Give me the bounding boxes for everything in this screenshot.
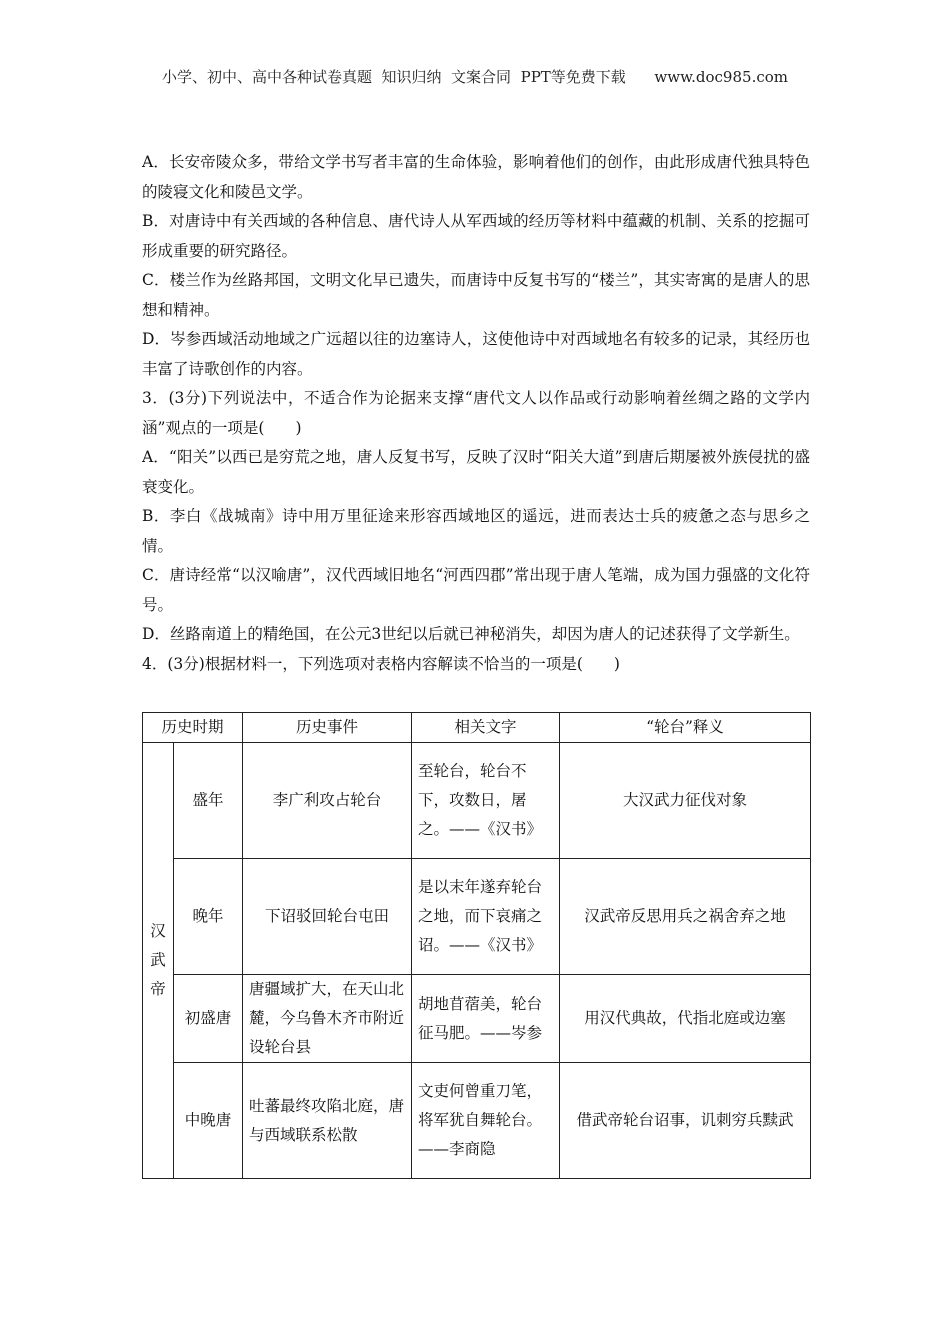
header-event: 历史事件 [243,713,412,743]
q2-option-a: A．长安帝陵众多，带给文学书写者丰富的生命体验，影响着他们的创作，由此形成唐代独具特色的陵寝文化和陵邑文学。 [142,153,810,201]
history-table [142,712,811,1179]
q2-option-c: C．楼兰作为丝路邦国，文明文化早已遗失，而唐诗中反复书写的“楼兰”，其实寄寓的是唐人的思想和精神。 [142,271,810,319]
page-header: 小学、初中、高中各种试卷真题 知识归纳 文案合同 PPT等免费下载 www.doc985.com [161,68,788,86]
table-header-row [143,713,811,743]
period-cell: 初盛唐 [174,975,243,1063]
table-row [143,975,811,1063]
text-cell: 文吏何曾重刀笔，将军犹自舞轮台。——李商隐 [412,1063,560,1179]
group-label: 汉武帝 [150,922,166,998]
period-cell: 晚年 [174,859,243,975]
q3-option-b: B．李白《战城南》诗中用万里征途来形容西域地区的遥远，进而表达士兵的疲惫之态与思乡之情。 [142,507,810,555]
event-cell: 唐疆域扩大，在天山北麓，今乌鲁木齐市附近设轮台县 [243,975,412,1063]
table-row [143,1063,811,1179]
meaning-cell: 大汉武力征伐对象 [560,743,811,859]
question-content [142,148,810,679]
text-cell: 至轮台，轮台不下，攻数日，屠之。——《汉书》 [412,743,560,859]
event-cell: 吐蕃最终攻陷北庭，唐与西域联系松散 [243,1063,412,1179]
group-label-cell [143,743,174,1179]
header-period: 历史时期 [143,713,243,743]
meaning-cell: 汉武帝反思用兵之祸舍弃之地 [560,859,811,975]
q4-stem: 4．(3分)根据材料一，下列选项对表格内容解读不恰当的一项是( ) [142,654,620,673]
table-row [143,859,811,975]
q3-option-c: C．唐诗经常“以汉喻唐”，汉代西域旧地名“河西四郡”常出现于唐人笔端，成为国力强盛的文化符号。 [142,566,810,614]
q2-option-d: D．岑参西域活动地域之广远超以往的边塞诗人，这使他诗中对西域地名有较多的记录，其经历也丰富了诗歌创作的内容。 [142,330,810,378]
text-cell: 是以末年遂弃轮台之地，而下哀痛之诏。——《汉书》 [412,859,560,975]
header-meaning: “轮台”释义 [560,713,811,743]
table-row [143,743,811,859]
period-cell: 盛年 [174,743,243,859]
event-cell: 李广利攻占轮台 [243,743,412,859]
text-cell: 胡地苜蓿美，轮台征马肥。——岑参 [412,975,560,1063]
meaning-cell: 用汉代典故，代指北庭或边塞 [560,975,811,1063]
q3-stem: 3．(3分)下列说法中，不适合作为论据来支撑“唐代文人以作品或行动影响着丝绸之路的文学内涵”观点的一项是( ) [142,389,810,437]
period-cell: 中晚唐 [174,1063,243,1179]
meaning-cell: 借武帝轮台诏事，讥刺穷兵黩武 [560,1063,811,1179]
event-cell: 下诏驳回轮台屯田 [243,859,412,975]
q2-option-b: B．对唐诗中有关西域的各种信息、唐代诗人从军西域的经历等材料中蕴藏的机制、关系的挖掘可形成重要的研究路径。 [142,212,810,260]
header-text: 相关文字 [412,713,560,743]
q3-option-d: D．丝路南道上的精绝国，在公元3世纪以后就已神秘消失，却因为唐人的记述获得了文学新生。 [142,625,800,643]
q3-option-a: A．“阳关”以西已是穷荒之地，唐人反复书写，反映了汉时“阳关大道”到唐后期屡被外族侵扰的盛衰变化。 [142,448,810,496]
